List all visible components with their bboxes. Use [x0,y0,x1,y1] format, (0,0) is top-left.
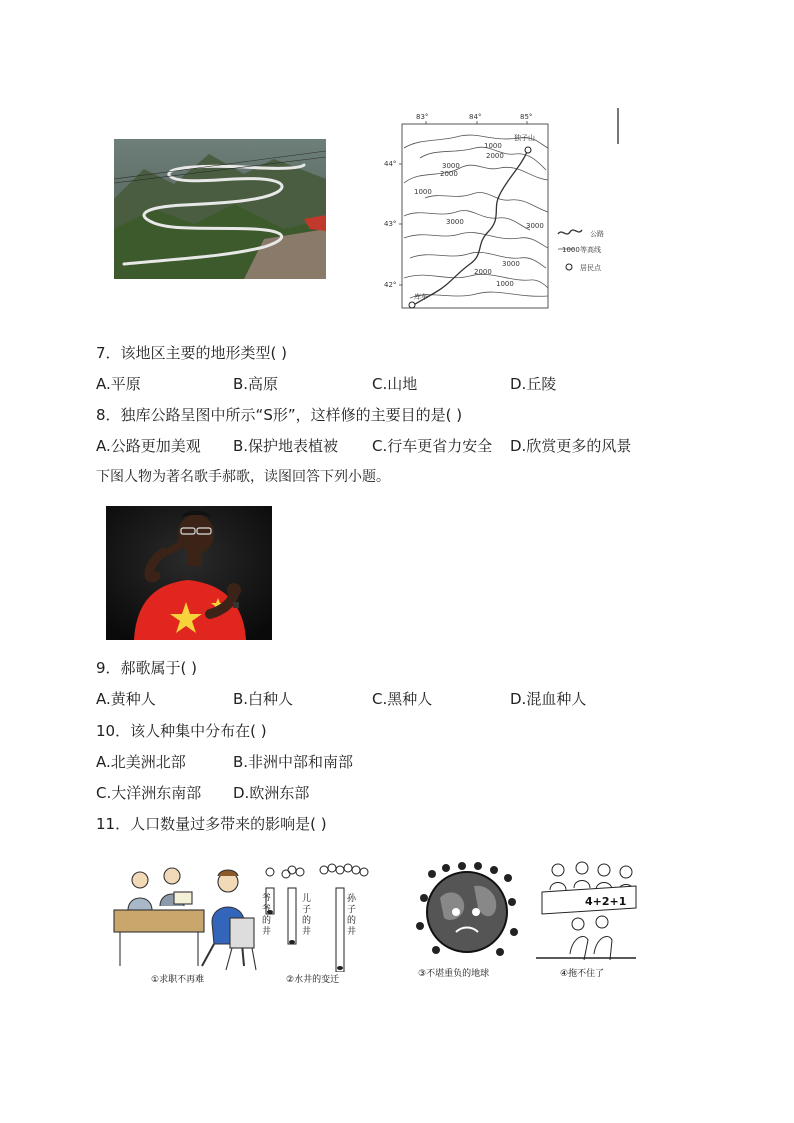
place-kuche: 库车 [414,293,428,301]
well-label-son: 儿子的井 [302,894,312,937]
contour-label: 2000 [440,170,458,178]
question-10-option-b[interactable]: B.非洲中部和南部 [233,753,354,771]
question-8-option-b[interactable]: B.保护地表植被 [233,437,339,455]
singer-photo-drawing [106,506,272,640]
map-tick-43: 43° [384,220,397,228]
question-8-stem: 8．独库公路呈图中所示“S形”，这样修的主要目的是( ) [96,406,463,424]
question-11-stem: 11．人口数量过多带来的影响是( ) [96,815,327,833]
legend-road: 公路 [590,230,604,238]
cartoon-wells-drawing [262,862,374,972]
contour-label: 3000 [442,162,460,170]
contour-label: 1000 [484,142,502,150]
legend-contour-value: 1000 [562,246,580,254]
contour-label: 1000 [496,280,514,288]
question-10-option-d[interactable]: D.欧洲东部 [233,784,310,802]
cartoon-cant-hold [532,858,640,962]
contour-label: 2000 [474,268,492,276]
contour-label: 3000 [502,260,520,268]
topographic-map-drawing [380,108,625,320]
cartoon-cant-hold-drawing [532,858,640,962]
contour-label: 3000 [526,222,544,230]
intro-text: 下图人物为著名歌手郝歌，读图回答下列小题。 [96,469,390,485]
cartoon-wells [262,862,374,972]
legend-contour: 等高线 [580,246,601,254]
caption-wells: ②水井的变迁 [286,975,340,985]
question-9-stem: 9．郝歌属于( ) [96,659,198,677]
question-7-option-c[interactable]: C.山地 [372,375,418,393]
contour-label: 1000 [414,188,432,196]
map-tick-44: 44° [384,160,397,168]
map-tick-84: 84° [469,113,482,121]
question-8-option-d[interactable]: D.欣赏更多的风景 [510,437,632,455]
sign-four-two-one: 4+2+1 [585,895,627,908]
question-9-option-c[interactable]: C.黑种人 [372,690,433,708]
cartoon-overburdened-earth-drawing [412,858,522,962]
question-8-option-a[interactable]: A.公路更加美观 [96,437,201,455]
caption-cant-hold: ④拖不住了 [560,969,605,979]
question-8-option-c[interactable]: C.行车更省力安全 [372,437,493,455]
cartoon-job-interview [110,862,260,974]
place-dushanzi: 独子山 [514,134,535,142]
question-7-option-d[interactable]: D.丘陵 [510,375,557,393]
caption-job: ①求职不再难 [151,975,205,985]
question-9-option-b[interactable]: B.白种人 [233,690,294,708]
well-label-grandpa: 爷爷的井 [262,894,272,937]
question-10-stem: 10．该人种集中分布在( ) [96,722,267,740]
road-photo [114,139,326,279]
question-9-option-a[interactable]: A.黄种人 [96,690,156,708]
map-tick-42: 42° [384,281,397,289]
cartoon-overburdened-earth [412,858,522,962]
well-label-grandson: 孙子的井 [347,894,357,937]
map-tick-85: 85° [520,113,533,121]
question-10-option-a[interactable]: A.北美洲北部 [96,753,186,771]
caption-earth: ③不堪重负的地球 [418,969,490,979]
question-10-option-c[interactable]: C.大洋洲东南部 [96,784,202,802]
question-7-stem: 7．该地区主要的地形类型( ) [96,344,288,362]
road-photo-drawing [114,139,326,279]
cartoon-job-interview-drawing [110,862,260,974]
contour-label: 2000 [486,152,504,160]
legend-settlement: 居民点 [580,264,601,272]
map-tick-83: 83° [416,113,429,121]
question-7-option-a[interactable]: A.平原 [96,375,141,393]
topographic-map [380,108,625,320]
singer-photo [106,506,272,640]
question-7-option-b[interactable]: B.高原 [233,375,279,393]
question-9-option-d[interactable]: D.混血种人 [510,690,587,708]
contour-label: 3000 [446,218,464,226]
